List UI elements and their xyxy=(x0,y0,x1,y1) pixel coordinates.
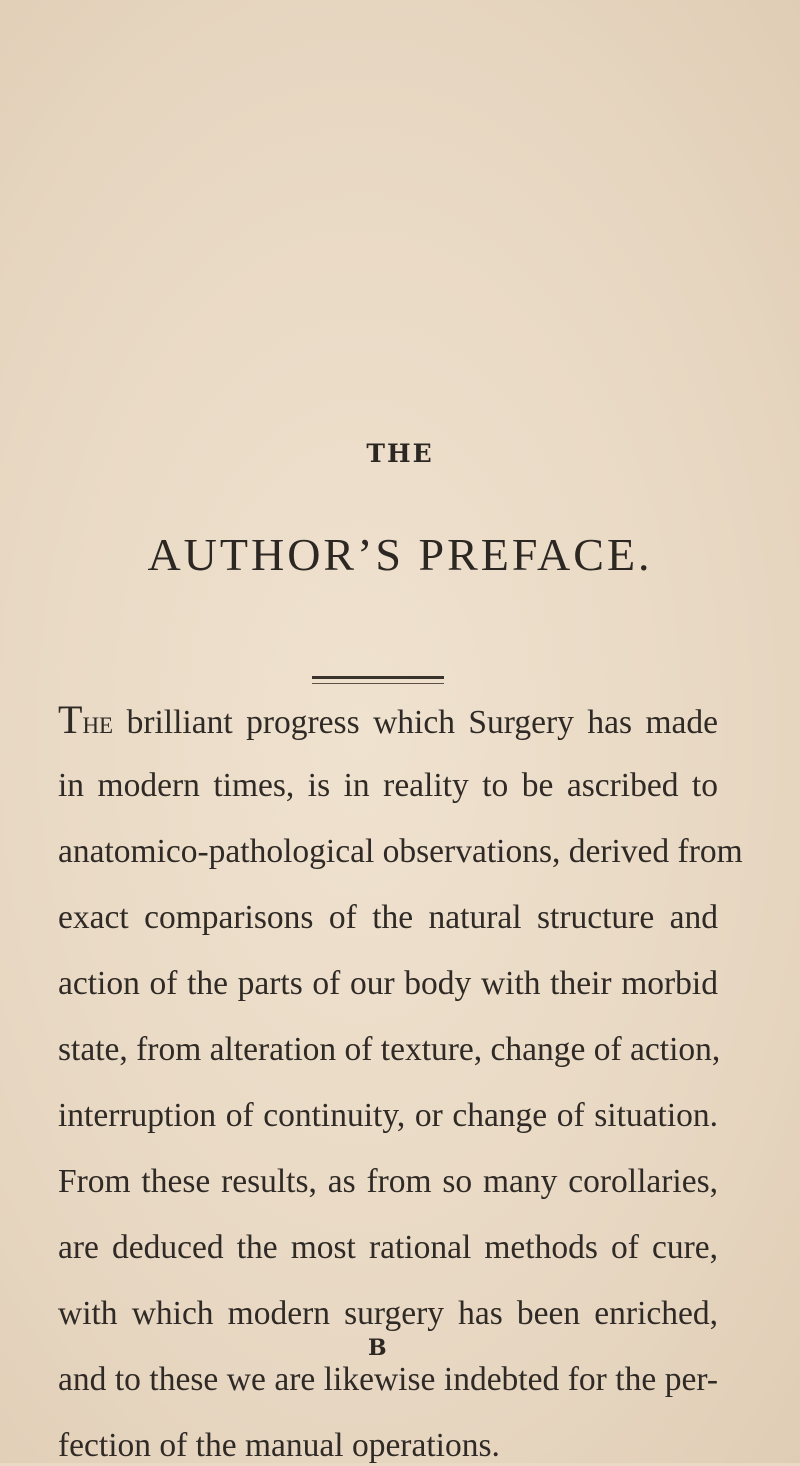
text-line-9: are deduced the most rational methods of cure, xyxy=(58,1229,718,1266)
title-divider xyxy=(312,676,444,679)
page-title: AUTHOR’S PREFACE. xyxy=(147,529,653,580)
text-line-4: exact comparisons of the natural structure and xyxy=(58,899,718,936)
text-line-11: and to these we are likewise indebted for the per- xyxy=(58,1361,718,1398)
text-line-1: brilliant progress which Surgery has made xyxy=(113,704,718,741)
text-line-2: in modern times, is in reality to be ascribed to xyxy=(58,767,718,804)
drop-cap: T xyxy=(58,697,83,742)
text-line xyxy=(58,697,718,742)
heading-label: THE xyxy=(366,439,434,468)
text-line-8: From these results, as from so many corollaries, xyxy=(58,1163,718,1200)
text-line-6: state, from alteration of texture, change of action, xyxy=(58,1031,721,1068)
text-line-10: with which modern surgery has been enriched, xyxy=(58,1295,718,1332)
text-line-12: fection of the manual operations. xyxy=(58,1427,500,1464)
first-word-rest: he xyxy=(82,704,114,741)
signature-mark: B xyxy=(368,1335,387,1361)
text-line-3: anatomico-pathological observations, derived from xyxy=(58,833,743,870)
title-divider-thin xyxy=(312,683,444,684)
text-line-5: action of the parts of our body with their morbid xyxy=(58,965,718,1002)
text-line-7: interruption of continuity, or change of situation. xyxy=(58,1097,718,1134)
